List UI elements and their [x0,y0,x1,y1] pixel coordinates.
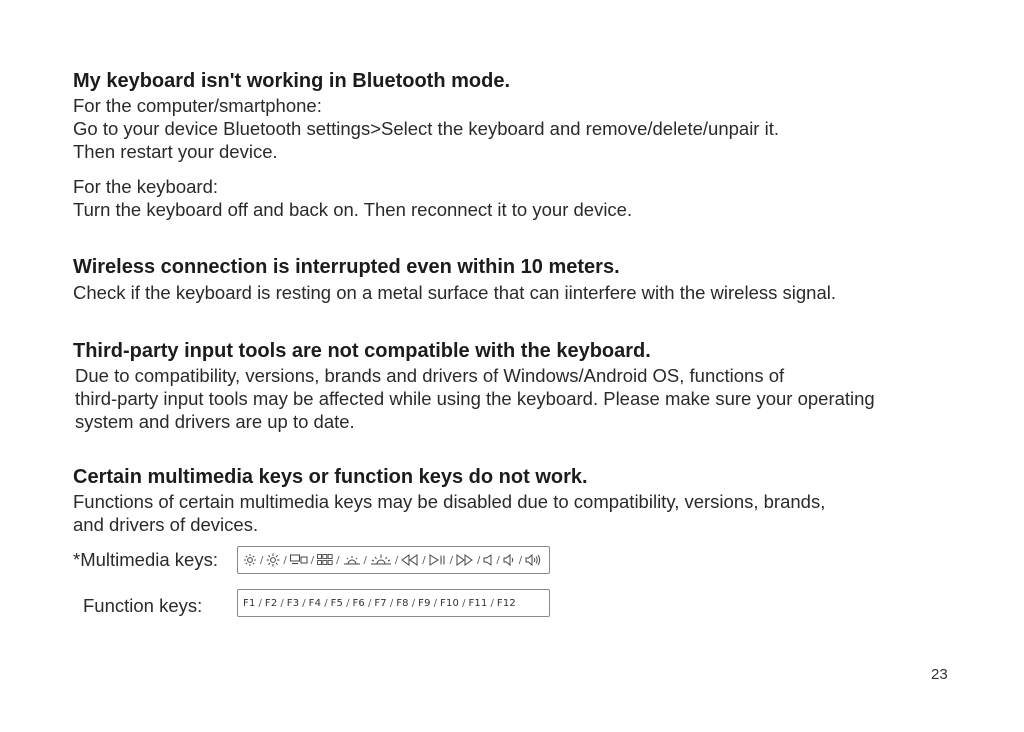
text-line: third-party input tools may be affected while using the keyboard. Please make sure your operating [75,388,875,409]
f6-key: F6 [352,597,365,609]
text-line: For the keyboard: [73,176,218,197]
f12-key: F12 [496,597,516,609]
page-number: 23 [931,666,948,683]
next-track-icon [456,554,474,566]
text-line: For the computer/smartphone: [73,95,322,116]
heading-third-party: Third-party input tools are not compatible with the keyboard. [73,340,651,362]
text-line: Functions of certain multimedia keys may be disabled due to compatibility, versions, brands, [73,491,826,512]
f7-key: F7 [374,597,387,609]
play-pause-icon [429,554,447,566]
brightness-down-icon [243,553,257,567]
mute-icon [483,554,493,566]
f1-key: F1 [243,597,256,609]
f5-key: F5 [330,597,344,609]
f11-key: F11 [468,597,488,609]
backlight-up-icon [370,554,392,566]
multimedia-keys-label: *Multimedia keys: [73,549,218,570]
heading-bluetooth: My keyboard isn't working in Bluetooth mode. [73,70,511,92]
text-line: Go to your device Bluetooth settings>Select the keyboard and remove/delete/unpair it. [73,118,779,139]
previous-track-icon [401,554,419,566]
f4-key: F4 [308,597,322,609]
multimedia-keys-box: / / / / / / / / / / / [237,546,550,574]
heading-wireless: Wireless connection is interrupted even within 10 meters. [73,256,620,278]
app-launcher-icon [317,554,333,566]
text-line: and drivers of devices. [73,514,259,535]
f2-key: F2 [264,597,278,609]
volume-up-icon [525,554,541,566]
function-keys-label: Function keys: [83,595,203,616]
f9-key: F9 [418,597,431,609]
f10-key: F10 [440,597,460,609]
volume-down-icon [503,554,516,566]
text-line: Due to compatibility, versions, brands and drivers of Windows/Android OS, functions of [75,365,785,386]
backlight-down-icon [343,554,361,566]
f3-key: F3 [286,597,300,609]
heading-multimedia: Certain multimedia keys or function keys do not work. [73,466,588,488]
text-line: Then restart your device. [73,141,278,162]
task-view-icon [290,554,308,566]
function-keys-box: F1 / F2 / F3 / F4 / F5 / F6 / F7 / F8 / F9 / F10 / F11 / F12 [237,589,550,617]
brightness-up-icon [266,553,280,567]
text-line: Check if the keyboard is resting on a metal surface that can iinterfere with the wireless signal. [73,282,836,303]
f8-key: F8 [396,597,409,609]
text-line: Turn the keyboard off and back on. Then reconnect it to your device. [73,199,633,220]
text-line: system and drivers are up to date. [75,411,355,432]
